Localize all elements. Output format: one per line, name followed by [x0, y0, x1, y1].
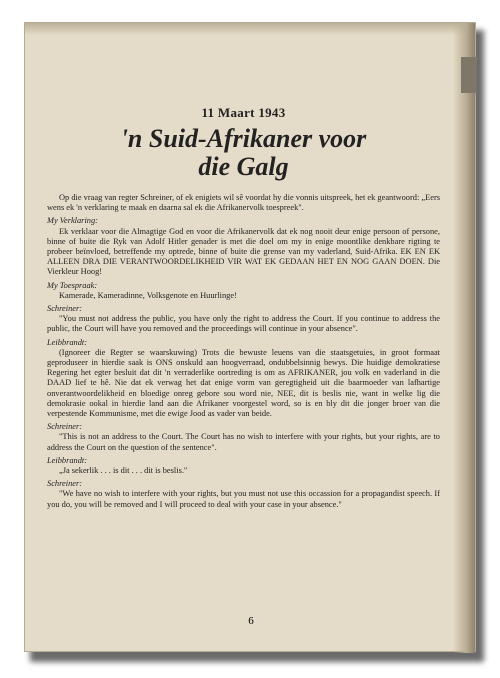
section-heading-toespraak: My Toespraak: — [47, 280, 98, 290]
intro-paragraph: Op die vraag van regter Schreiner, of ek enigiets wil sê voordat hy die vonnis uitspreek, het ek geantwoord: „Eers wens ek 'n verklaring te maak en daarna sal ek die Afrikanervolk toespreek". — [47, 193, 440, 213]
document-page — [24, 22, 476, 652]
document-title-line-2: die Galg — [198, 152, 289, 181]
schreiner-text-2: "This is not an address to the Court. The Court has no wish to interfere with your rights, but your rights, are to address the Court on the question of the sentence". — [47, 432, 440, 452]
speaker-schreiner-2: Schreiner: — [47, 422, 83, 432]
page-top-edge — [25, 23, 475, 35]
speaker-leibbrandt-2: Leibbrandt: — [47, 455, 88, 465]
schreiner-text-1: "You must not address the public, you have only the right to address the Court. If you continue to address the public, the Court will have you removed and the proceedings will continue in your absence". — [47, 314, 440, 334]
toespraak-text: Kamerade, Kameradinne, Volksgenote en Huurlinge! — [59, 290, 237, 300]
leibbrandt-text-1: (Ignoreer die Regter se waarskuwing) Trots die bewuste leuens van die staatsgetuies, in groot formaat geproduseer in hierdie saak is ONS onskuld aan hoogverraad, ondubbelsinnig bewys. Die huidige demokratiese Regering het egter besluit dat dit 'n verraderlike oortreding is om as AFRIKANER, jou volk en vaderland in die DAAD lief te hê. Nie dat ek verwag het dat enige vorm van geregtigheid uit die baarmoeder van lafhartige onverantwoordelikheid en bloedige onreg gebore sou word nie, NEE, dit is beslis nie, want in welke lig die demokrasie ookal in hierdie land aan die Afrikaner voorgestel word, so is en bly dit die jonger broer van die verpestende Kommunisme, met die ewige Jood as vader van beide. — [47, 347, 440, 419]
document-title-line-1: 'n Suid-Afrikaner voor — [120, 124, 367, 153]
page-right-edge — [453, 23, 475, 653]
section-heading-verklaring: My Verklaring: — [47, 216, 98, 226]
speaker-schreiner-1: Schreiner: — [47, 304, 83, 314]
schreiner-text-3: "We have no wish to interfere with your rights, but you must not use this occassion for a propagandist speech. If you do, you will be removed and I will proceed to deal with your case in your absence." — [47, 489, 440, 509]
verklaring-caps: EK EN EK ALLEEN DRA DIE VERANTWOORDELIKHEID VIR WAT EK GEDAAN HET EN NOG GAAN DOEN. — [47, 247, 440, 267]
speaker-leibbrandt-1: Leibbrandt: — [47, 337, 88, 347]
speaker-schreiner-3: Schreiner: — [47, 479, 83, 489]
document-content — [47, 105, 440, 510]
document-date: 11 Maart 1943 — [201, 105, 286, 120]
page-number: 6 — [248, 615, 254, 627]
verklaring-tail: Die Vierkleur Hoog! — [47, 257, 440, 277]
binding-tab — [461, 57, 477, 93]
verklaring-text: Ek verklaar voor die Almagtige God en voor die Afrikanervolk dat ek nog nooit deur enige persoon of persone, binne of buite die Ryk van Adolf Hitler genader is met die doel om my in enige moontlike denkbare rigting te probeer beïnvloed, betreffende my optrede, binne of buite die grense van my vaderland, Suid-Afrika. EK EN EK ALLEEN DRA DIE VERANTWOORDELIKHEID VIR WAT EK GEDAAN HET EN NOG GAAN DOEN. Die Vierkleur Hoog! — [47, 226, 440, 277]
leibbrandt-text-2: „Ja sekerlik . . . is dit . . . dit is beslis." — [59, 466, 188, 476]
